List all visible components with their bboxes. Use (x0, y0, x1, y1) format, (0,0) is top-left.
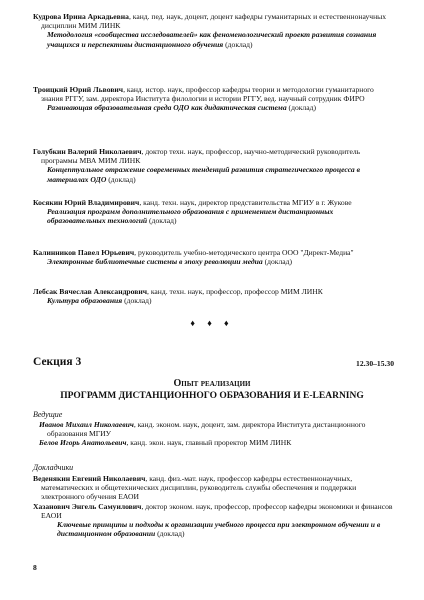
speaker-entry (33, 474, 393, 502)
talk-type: (доклад) (122, 296, 152, 306)
talk-title: Концептуальное отражение современных тенденций развития стратегического процесса в материалах ОДО (47, 165, 360, 184)
speaker-info: , доктор эконом. наук, профессор, профессор кафедры экономики и финансов ЕАОИ (41, 501, 393, 520)
talk-type: (доклад) (147, 216, 177, 226)
talk-title: Реализация программ дополнительного образования с применением дистанционных образовательных технологий (47, 207, 334, 226)
section-title-line2: ПРОГРАММ ДИСТАНЦИОННОГО ОБРАЗОВАНИЯ И E-LEARNING (60, 391, 364, 401)
speaker-entry (33, 12, 393, 49)
speaker-name: Кудрова Ирина Аркадьевна (33, 12, 129, 21)
moderator-info: , канд. экон. наук, главный проректор МИМ ЛИНК (126, 438, 292, 448)
speaker-name: Косякин Юрий Владимирович (33, 198, 140, 207)
speaker-info: , канд. истор. наук, профессор кафедры теории и методологии гуманитарного знания РГГУ, зам. директора Института филологии и истории РГГУ, вед. научный сотрудник ФИРО (41, 85, 374, 104)
speaker-info: , канд. техн. наук, профессор, профессор МИМ ЛИНК (147, 287, 323, 296)
talk-title: Развивающая образовательная среда ОДО как дидактическая система (47, 103, 287, 113)
speaker-name: Троицкий Юрий Львович (33, 85, 124, 94)
speaker-info: , канд. физ.-мат. наук, профессор кафедры естественнонаучных, математических и общетехнических дисциплин, руководитель службы обеспечения и поддержки электронного обучения ЕАОИ (41, 474, 357, 502)
moderator-entry (33, 420, 393, 438)
talk-title: Культура образования (47, 296, 123, 306)
talk-title: Ключевые принципы и подходы к организации учебного процесса при электронном обучении и в дистанционном образовании (57, 520, 381, 539)
speaker-name: Хазанович Энгель Самуилович (33, 501, 142, 511)
speaker-name: Голубкин Валерий Николаевич (33, 147, 142, 156)
speaker-entry (33, 248, 393, 266)
speaker-entry (33, 85, 393, 113)
speaker-entry (33, 502, 393, 520)
moderator-name: Белов Игорь Анатольевич (39, 438, 127, 448)
speaker-info: , канд. техн. наук, директор представительства МГИУ в г. Жукове (139, 198, 352, 207)
talk-type: (доклад) (155, 529, 185, 539)
moderator-entry (33, 438, 393, 447)
section-heading: Секция 3 (33, 356, 82, 368)
speakers-heading: Докладчики (33, 463, 74, 472)
speaker-info: , руководитель учебно-методического центра ООО "Директ-Медиа" (134, 248, 354, 257)
moderator-name: Иванов Михаил Николаевич (39, 420, 134, 429)
talk-type: (доклад) (106, 174, 136, 184)
section-divider: ♦ ♦ ♦ (190, 318, 234, 328)
speaker-info: , доктор техн. наук, профессор, научно-методический руководитель программы МВА МИМ ЛИНК (41, 147, 361, 166)
talk-type: (доклад) (223, 39, 253, 49)
moderators-list (33, 420, 393, 448)
speaker-name: Калинников Павел Юрьевич (33, 248, 135, 257)
talk-title: Методология «сообщества исследователей» как феноменологический проект развития сознания учащихся и перспективы дистанционного обучения (47, 30, 377, 49)
moderator-info: , канд. эконом. наук, доцент, зам. директора Института дистанционного образования МГИУ (47, 420, 366, 439)
speaker-entry (33, 287, 393, 305)
section-title-line1: Опыт реализации (173, 378, 251, 389)
speaker-entry (33, 147, 393, 184)
speaker-info: , канд. пед. наук, доцент, доцент кафедры гуманитарных и естественнонаучных дисциплин МИМ ЛИНК (41, 12, 387, 31)
talk-type: (доклад) (286, 103, 316, 113)
talk-type: (доклад) (262, 257, 293, 267)
speaker-name: Лебсак Вячеслав Александрович (33, 287, 148, 296)
page-number: 8 (33, 563, 37, 572)
speaker-entry (33, 198, 393, 226)
moderators-heading: Ведущие (33, 410, 63, 419)
speakers-list (33, 474, 393, 538)
section-time: 12.30–15.30 (356, 359, 394, 368)
speaker-name: Веденякин Евгений Николаевич (33, 474, 146, 483)
talk-title: Электронные библиотечные системы в эпоху революции медиа (47, 257, 263, 267)
